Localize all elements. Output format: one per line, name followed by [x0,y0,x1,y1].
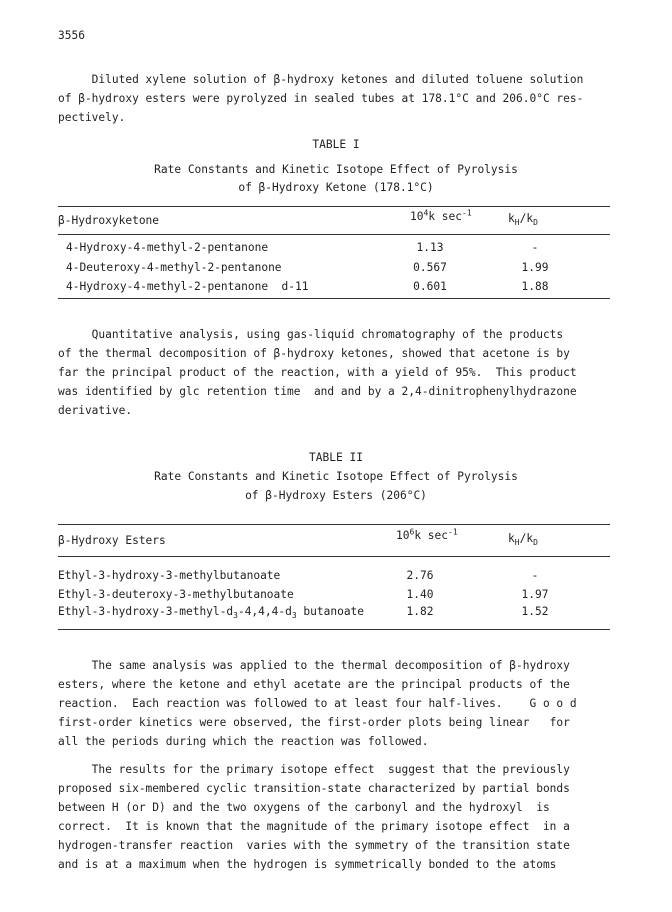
table2-row-k: 1.82 [406,605,434,618]
table1-row-ratio: 1.88 [521,280,549,293]
table1-row-name: 4-Hydroxy-4-methyl-2-pentanone [66,241,269,254]
table1-row-ratio: 1.99 [521,261,549,274]
table2-label: TABLE II [309,451,363,464]
paragraph-line: esters, where the ketone and ethyl acetate are the principal products of the [58,678,570,691]
paragraph-line: first-order kinetics were observed, the first-order plots being linear for [58,716,570,729]
intro-line: Diluted xylene solution of β-hydroxy ketones and diluted toluene solution [58,73,584,86]
page-number: 3556 [58,29,85,42]
paragraph-line: proposed six-membered cyclic transition-state characterized by partial bonds [58,782,570,795]
table1-col3-header: $k_H/k_D$ [508,212,538,228]
table2-row-ratio: - [531,569,539,582]
paragraph-line: of the thermal decomposition of β-hydroxy ketones, showed that acetone is by [58,347,570,360]
table1-col1-header: β-Hydroxyketone [58,214,160,227]
paragraph-line: derivative. [58,404,133,417]
paragraph-line: and is at a maximum when the hydrogen is symmetrically bonded to the atoms [58,858,557,871]
intro-line: of β-hydroxy esters were pyrolyzed in sealed tubes at 178.1°C and 206.0°C res- [58,92,584,105]
table2-row-name: Ethyl-3-deuteroxy-3-methylbutanoate [58,588,294,601]
table2-row-k: 2.76 [406,569,434,582]
table1-row-name: 4-Hydroxy-4-methyl-2-pentanone d-11 [66,280,309,293]
paragraph-line: Quantitative analysis, using gas-liquid chromatography of the products [58,328,564,341]
table1-caption-line2: of β-Hydroxy Ketone (178.1°C) [238,181,434,194]
table1-row-k: 0.601 [413,280,447,293]
table1-bottom-rule [58,298,610,299]
table2-row-ratio: 1.97 [521,588,549,601]
table2-row-name: Ethyl-$3-hydroxy-3-methyl-d_3-4,4,4-d_3$ butanoate [58,605,365,621]
table1-row-name: 4-Deuteroxy-4-methyl-2-pentanone [66,261,282,274]
table2-caption-line1: Rate Constants and Kinetic Isotope Effect of Pyrolysis [154,470,518,483]
table2-top-rule [58,524,610,525]
intro-line: pectively. [58,111,126,124]
table2-bottom-rule [58,629,610,630]
table2-header-rule [58,556,610,557]
paragraph-line: reaction. Each reaction was followed to at least four half-lives. G o o d [58,697,577,710]
paragraph-line: all the periods during which the reaction was followed. [58,735,429,748]
paragraph-line: The same analysis was applied to the thermal decomposition of β-hydroxy [58,659,570,672]
table1-caption-line1: Rate Constants and Kinetic Isotope Effect of Pyrolysis [154,163,518,176]
table2-col2-header: $10^6k$ $\sec^{-1}$ [396,527,458,542]
table2-row-k: 1.40 [406,588,434,601]
table1-top-rule [58,206,610,207]
table1-row-ratio: - [531,241,539,254]
paragraph-line: correct. It is known that the magnitude of the primary isotope effect in a [58,820,570,833]
table1-header-rule [58,234,610,235]
table2-caption-line2: of β-Hydroxy Esters (206°C) [245,489,427,502]
paragraph-line: The results for the primary isotope effect suggest that the previously [58,763,570,776]
table1-col2-header: $10^4k$ $\sec^{-1}$ [410,208,472,223]
table1-label: TABLE I [312,138,360,151]
table2-row-ratio: 1.52 [521,605,549,618]
paragraph-line: was identified by glc retention time and and by a 2,4-dinitrophenylhydrazone [58,385,577,398]
paragraph-line: far the principal product of the reaction, with a yield of 95%. This product [58,366,577,379]
paragraph-line: hydrogen-transfer reaction varies with the symmetry of the transition state [58,839,570,852]
table2-row-name: Ethyl-3-hydroxy-3-methylbutanoate [58,569,281,582]
table2-col1-header: β-Hydroxy Esters [58,534,166,547]
paragraph-line: between H (or D) and the two oxygens of the carbonyl and the hydroxyl is [58,801,550,814]
table1-row-k: 1.13 [416,241,444,254]
table2-col3-header: $k_H/k_D$ [508,532,538,548]
table1-row-k: 0.567 [413,261,447,274]
